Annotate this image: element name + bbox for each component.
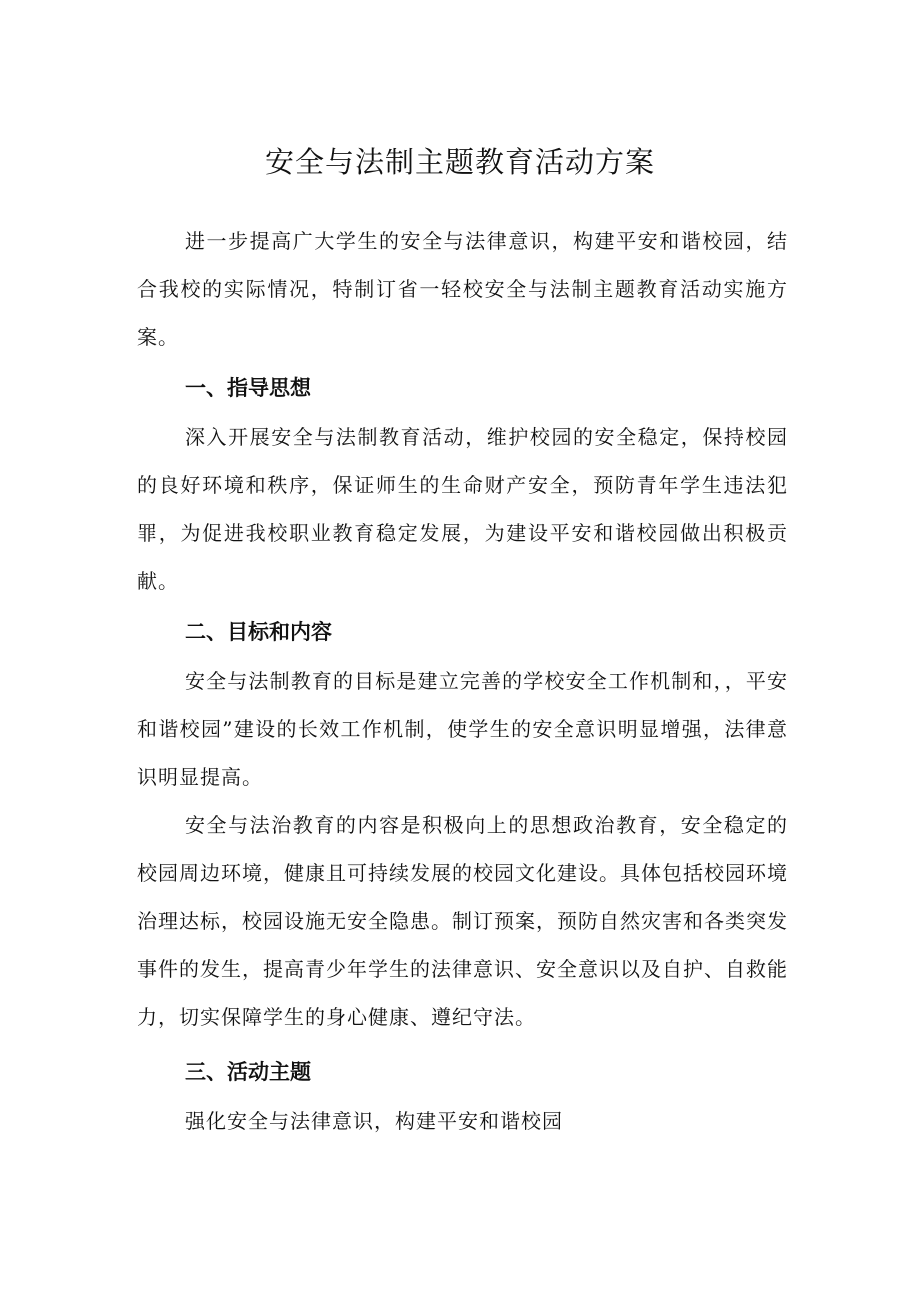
section-heading-activity-theme: 三、活动主题 [185, 1060, 311, 1084]
intro-paragraph: 进一步提高广大学生的安全与法律意识，构建平安和谐校园，结合我校的实际情况，特制订省一轻校安全与法制主题教育活动实施方案。 [137, 229, 788, 349]
section-heading-guiding-ideology: 一、指导思想 [185, 376, 311, 400]
section-paragraph: 安全与法治教育的内容是积极向上的思想政治教育，安全稳定的校园周边环境，健康且可持续发展的校园文化建设。具体包括校园环境治理达标，校园设施无安全隐患。制订预案，预防自然灾害和各类突发事件的发生，提高青少年学生的法律意识、安全意识以及自护、自救能力，切实保障学生的身心健康、遵纪守法。 [137, 813, 788, 1029]
document-body [137, 217, 788, 1145]
document-title: 安全与法制主题教育活动方案 [264, 145, 655, 179]
section-paragraph: 深入开展安全与法制教育活动，维护校园的安全稳定，保持校园的良好环境和秩序，保证师生的生命财产安全，预防青年学生违法犯罪，为促进我校职业教育稳定发展，为建设平安和谐校园做出积极贡献。 [137, 425, 788, 593]
section-heading-goals-content: 二、目标和内容 [185, 620, 332, 644]
section-paragraph: 安全与法制教育的目标是建立完善的学校安全工作机制和，，平安和谐校园”建设的长效工作机制，使学生的安全意识明显增强，法律意识明显提高。 [137, 669, 788, 789]
section-paragraph: 强化安全与法律意识，构建平安和谐校园 [185, 1109, 563, 1133]
